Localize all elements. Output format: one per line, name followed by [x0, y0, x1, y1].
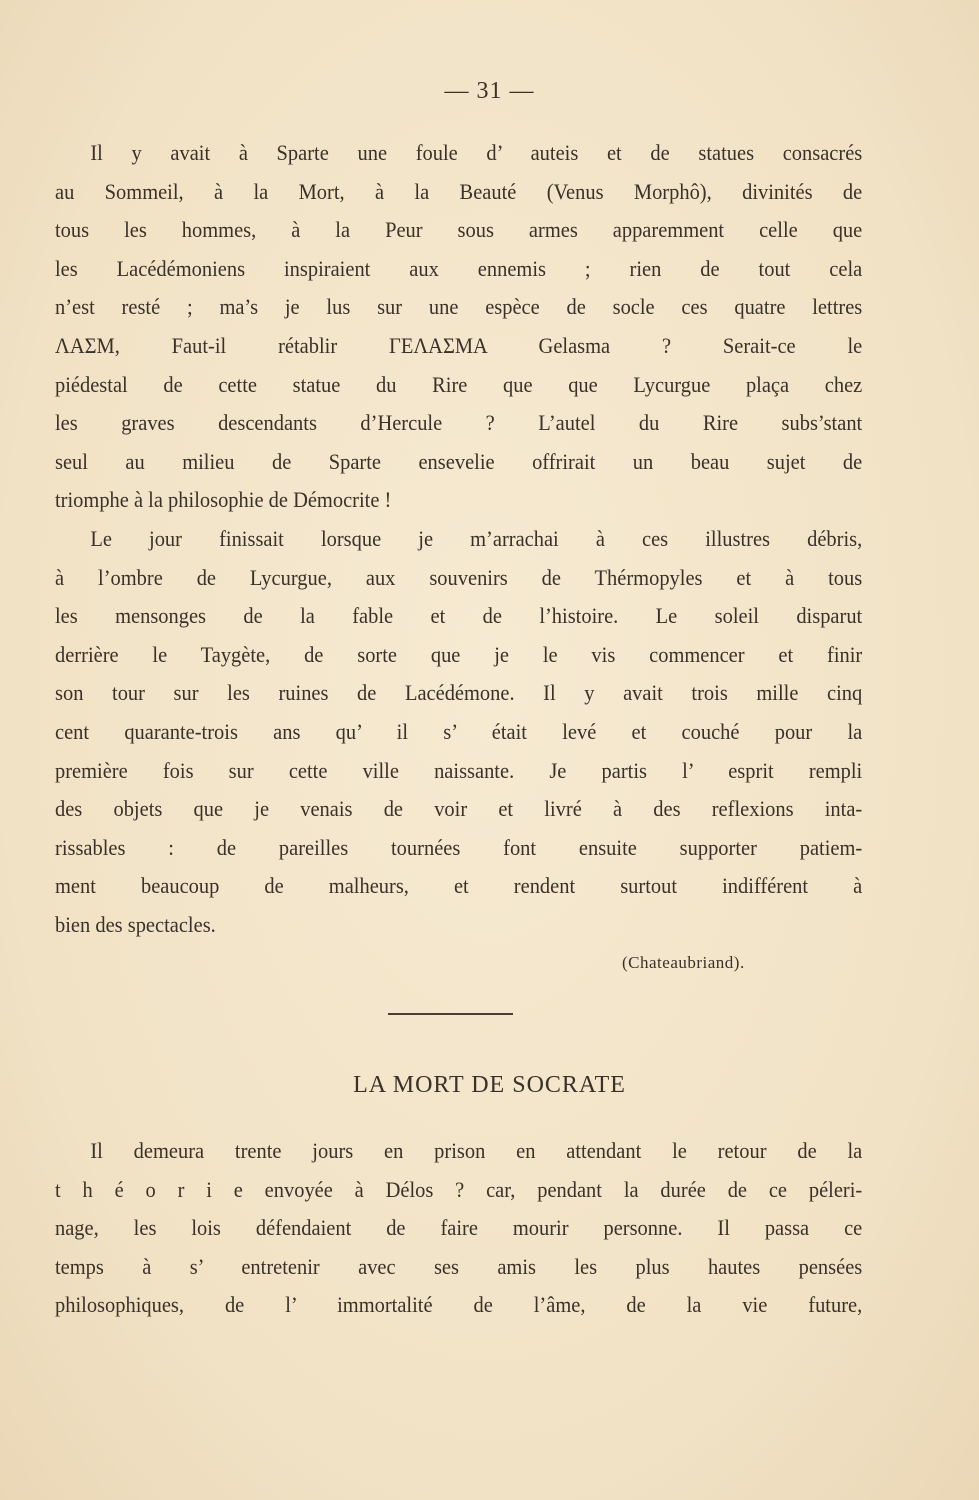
text-line: les graves descendants d’Hercule ? L’autel du Rire subs’stant: [55, 410, 863, 436]
text-line: première fois sur cette ville naissante. Je partis l’ esprit rempli: [55, 757, 863, 783]
text-line: piédestal de cette statue du Rire que que Lycurgue plaça chez: [55, 371, 863, 397]
attribution: (Chateaubriand).: [622, 953, 745, 972]
text-line: les mensonges de la fable et de l’histoire. Le soleil disparut: [55, 603, 863, 629]
text-line: Il demeura trente jours en prison en attendant le retour de la: [90, 1138, 863, 1163]
text-line: derrière le Taygète, de sorte que je le vis commencer et finir: [55, 641, 863, 667]
section-divider: [388, 1013, 513, 1015]
text-line: cent quarante-trois ans qu’ il s’ était levé et couché pour la: [55, 718, 863, 744]
text-line: des objets que je venais de voir et livré à des reflexions inta-: [55, 796, 863, 822]
text-line: philosophiques, de l’ immortalité de l’âme, de la vie future,: [55, 1292, 863, 1318]
paragraph: [55, 520, 862, 945]
text-line: nage, les lois défendaient de faire mourir personne. Il passa ce: [55, 1215, 863, 1241]
paragraph: [55, 134, 862, 520]
text-line: ment beaucoup de malheurs, et rendent surtout indifférent à: [55, 873, 863, 899]
text-line: les Lacédémoniens inspiraient aux ennemis ; rien de tout cela: [55, 255, 863, 281]
text-line: son tour sur les ruines de Lacédémone. Il y avait trois mille cinq: [55, 680, 863, 706]
text-line: triomphe à la philosophie de Démocrite !: [55, 487, 392, 513]
text-line: tous les hommes, à la Peur sous armes apparemment celle que: [55, 217, 863, 243]
text-line: seul au milieu de Sparte ensevelie offrirait un beau sujet de: [55, 448, 863, 474]
text-line: ΛΑΣΜ, Faut-il rétablir ΓΕΛΑΣΜΑ Gelasma ? Serait-ce le: [55, 332, 863, 358]
page-number: — 31 —: [444, 78, 535, 104]
text-line: bien des spectacles.: [55, 911, 216, 937]
section-title: LA MORT DE SOCRATE: [353, 1072, 626, 1098]
text-line: au Sommeil, à la Mort, à la Beauté (Venus Morphô), divinités de: [55, 178, 863, 204]
text-line: Il y avait à Sparte une foule d’ auteis et de statues consacrés: [90, 140, 863, 165]
text-line: à l’ombre de Lycurgue, aux souvenirs de Thérmopyles et à tous: [55, 564, 863, 590]
text-line: Le jour finissait lorsque je m’arrachai à ces illustres débris,: [90, 526, 863, 551]
paragraph: [55, 1132, 862, 1325]
text-line: n’est resté ; ma’s je lus sur une espèce de socle ces quatre lettres: [55, 294, 863, 320]
text-line: t h é o r i e envoyée à Délos ? car, pendant la durée de ce péleri-: [55, 1176, 863, 1202]
text-line: temps à s’ entretenir avec ses amis les plus hautes pensées: [55, 1253, 863, 1279]
text-line: rissables : de pareilles tournées font ensuite supporter patiem-: [55, 834, 863, 860]
